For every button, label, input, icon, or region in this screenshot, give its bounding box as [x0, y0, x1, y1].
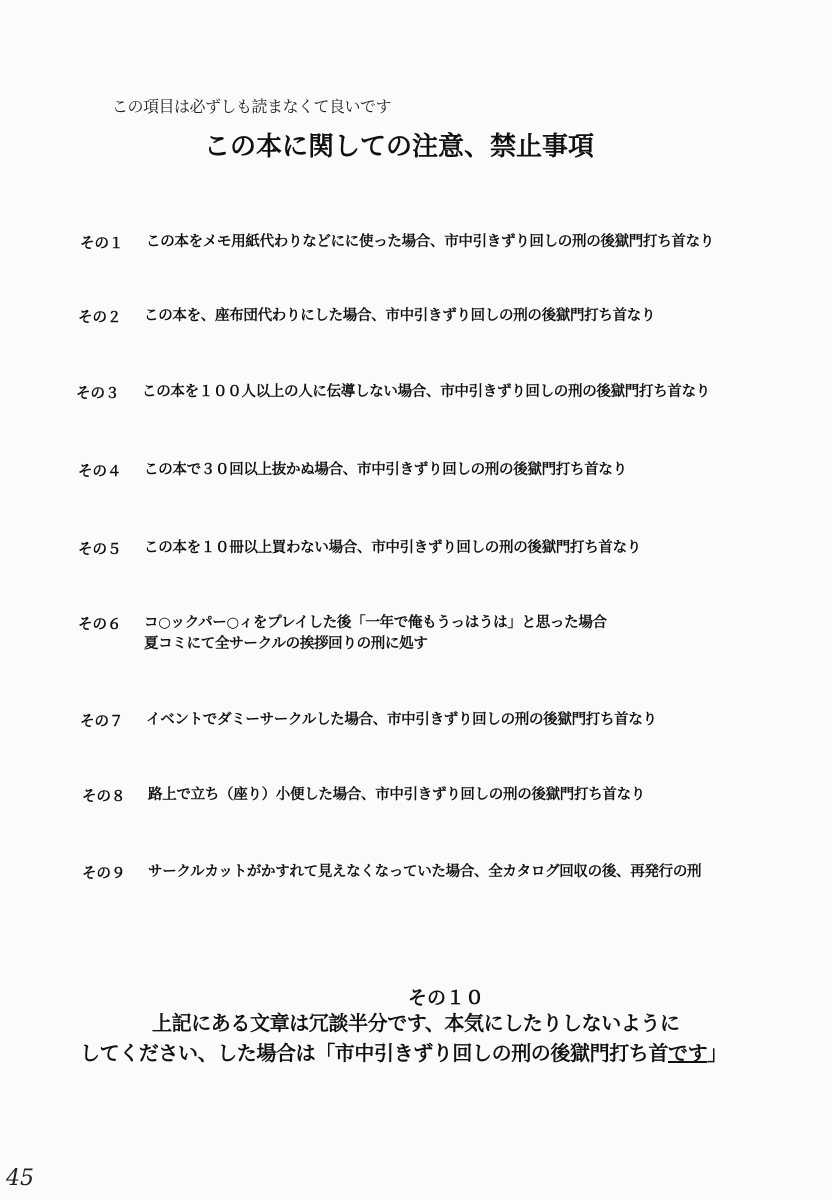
rule-line: 夏コミにて全サークルの挨拶回りの刑に処す [144, 636, 428, 652]
rule-line: この本を、座布団代わりにした場合、市中引きずり回しの刑の後獄門打ち首なり [144, 308, 656, 324]
closing-bracket: 」 [707, 1041, 727, 1065]
rule-line: この本をメモ用紙代わりなどにに使った場合、市中引きずり回しの刑の後獄門打ち首なり [146, 234, 714, 250]
subtitle: この項目は必ずしも読まなくて良いです [112, 97, 392, 116]
rule-item-5 [78, 538, 641, 559]
rule-label: その３ [76, 386, 120, 402]
rule-item-3 [76, 382, 710, 403]
page-title: この本に関しての注意、禁止事項 [204, 132, 595, 162]
rule-text [142, 382, 710, 403]
rule-label: その１ [80, 236, 124, 252]
rule-item-7 [80, 710, 657, 731]
rule-text [144, 460, 627, 481]
rule-label: その８ [82, 789, 126, 805]
rule-item-4 [78, 460, 627, 481]
page-number: 45 [6, 1166, 34, 1191]
underlined-text: です [668, 1041, 708, 1065]
rule-line: この本を１０冊以上買わない場合、市中引きずり回しの刑の後獄門打ち首なり [144, 540, 641, 556]
rule-line: 路上で立ち（座り）小便した場合、市中引きずり回しの刑の後獄門打ち首なり [148, 787, 645, 803]
final-rule-line-2 [80, 1037, 727, 1066]
rule-line: この本を１００人以上の人に伝導しない場合、市中引きずり回しの刑の後獄門打ち首なり [142, 384, 710, 400]
rule-label: その７ [80, 714, 124, 730]
rule-line: イベントでダミーサークルした場合、市中引きずり回しの刑の後獄門打ち首なり [146, 712, 657, 728]
rule-text [144, 306, 655, 327]
rule-item-8 [82, 785, 645, 806]
final-rule-text: してください、した場合は「市中引きずり回しの刑の後獄門打ち首 [80, 1041, 668, 1065]
rule-text [146, 232, 714, 253]
final-rule-label: その１０ [408, 987, 485, 1009]
rule-item-1 [80, 232, 714, 253]
rule-line: コ○ックパー○ィをプレイした後「一年で俺もうっはうは」と思った場合 [144, 615, 607, 631]
rule-label: その４ [78, 464, 122, 480]
final-rule-line-1: 上記にある文章は冗談半分です、本気にしたりしないように [152, 1011, 680, 1035]
rule-text [146, 710, 657, 731]
rule-label: その６ [78, 617, 122, 633]
rule-line: サークルカットがかすれて見えなくなっていた場合、全カタログ回収の後、再発行の刑 [148, 864, 702, 880]
rule-text [148, 862, 701, 883]
rule-text [148, 785, 645, 806]
rule-label: その２ [78, 310, 122, 326]
rule-line: この本で３０回以上抜かぬ場合、市中引きずり回しの刑の後獄門打ち首なり [144, 462, 627, 478]
rule-label: その９ [82, 866, 126, 882]
rule-item-9 [82, 862, 701, 883]
rule-item-6 [78, 613, 607, 655]
rule-label: その５ [78, 542, 122, 558]
rule-text [144, 613, 607, 655]
rule-item-2 [78, 306, 655, 327]
rule-text [144, 538, 641, 559]
